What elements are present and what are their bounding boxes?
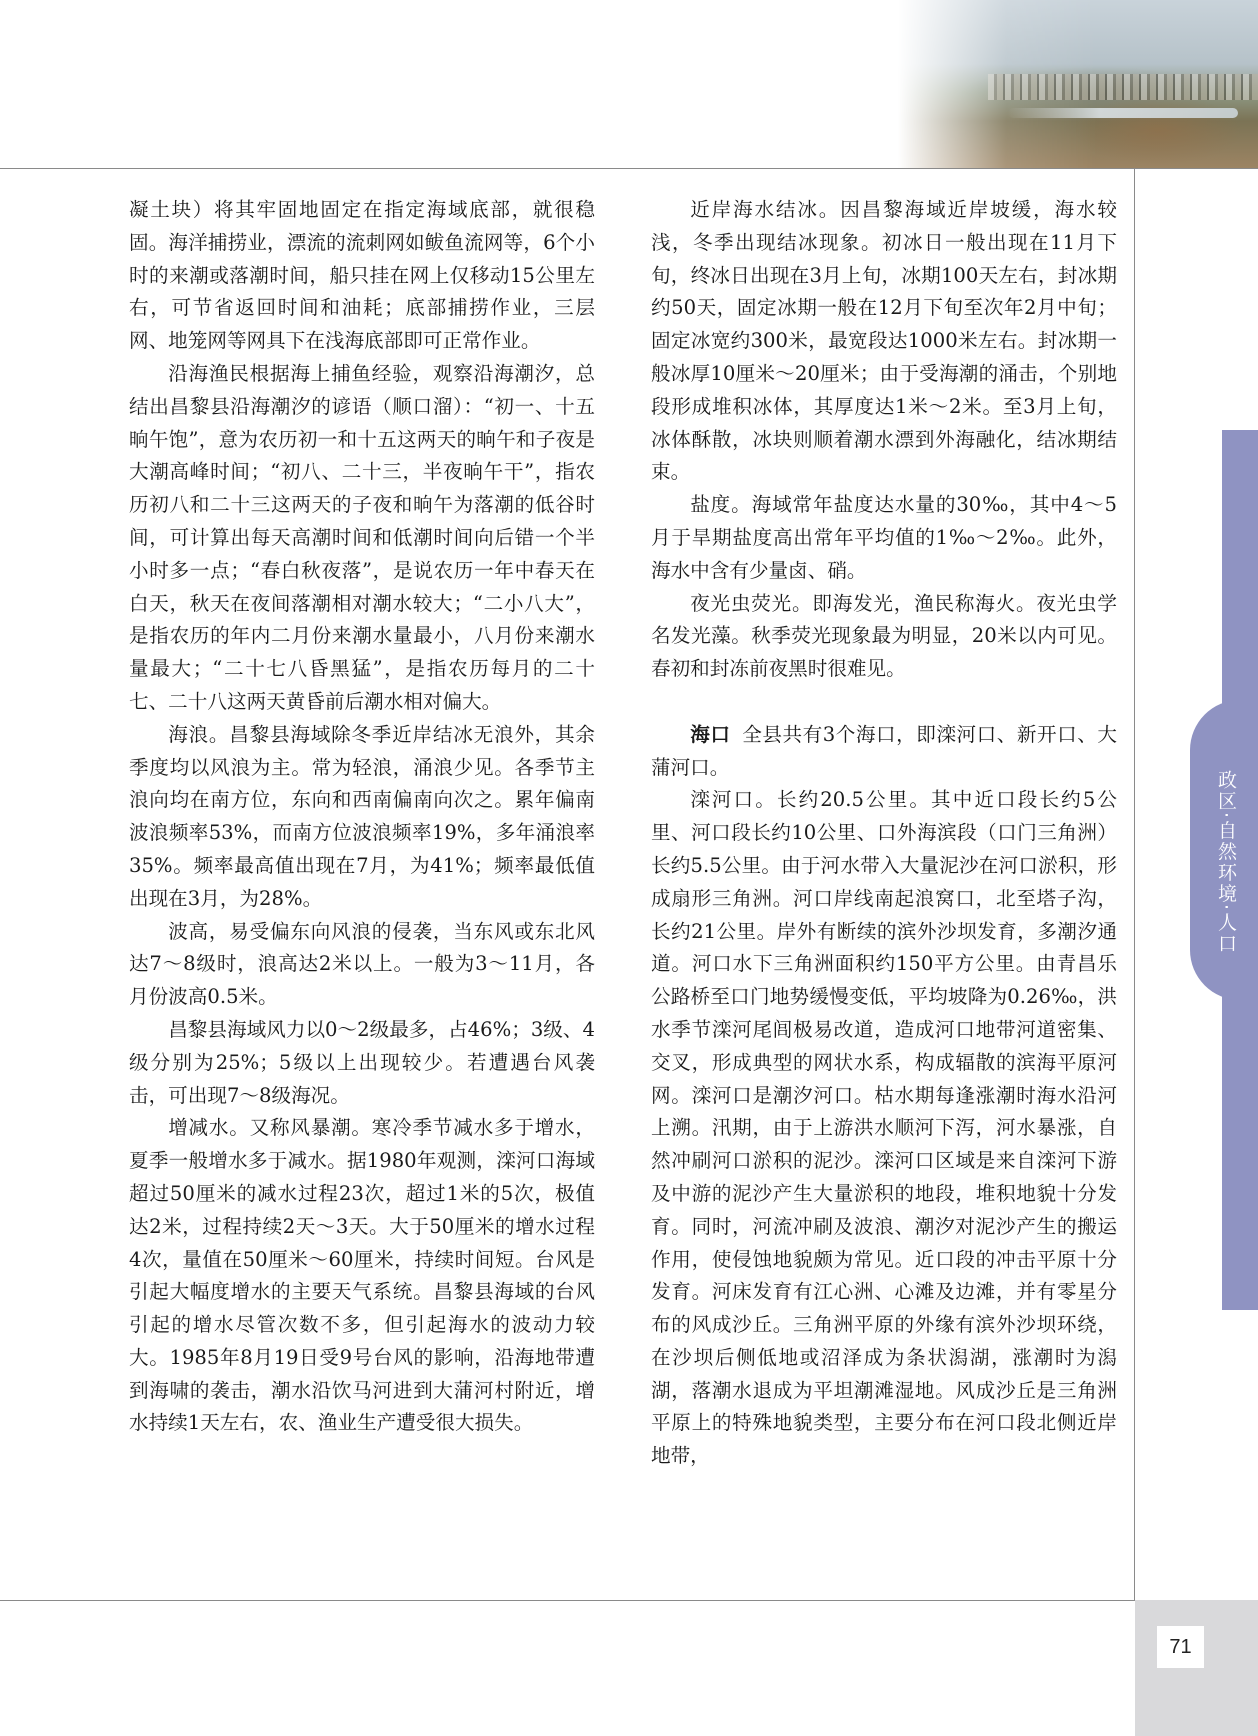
section-estuaries — [651, 719, 1117, 785]
section-heading: 海口 — [690, 722, 731, 746]
footer-gray-band — [1135, 1600, 1258, 1736]
left-paragraph-6: 增减水。又称风暴潮。寒冷季节减水多于增水，夏季一般增水多于减水。据1980年观测，滦河口海域超过50厘米的减水过程23次，超过1米的5次，极值达2米，过程持续2天～3天。大于50厘米的增水过程4次，量值在50厘米～60厘米，持续时间短。台风是引起大幅度增水的主要天气系统。昌黎县海域的台风引起的增水尽管次数不多，但引起海水的波动力较大。1985年8月19日受9号台风的影响，沿海地带遭到海啸的袭击，潮水沿饮马河进到大蒲河村附近，增水持续1天左右，农、渔业生产遭受很大损失。 — [129, 1116, 595, 1435]
left-paragraph-5: 昌黎县海域风力以0～2级最多，占46%；3级、4级分别为25%；5级以上出现较少。若遭遇台风袭击，可出现7～8级海况。 — [129, 1017, 595, 1107]
right-paragraph-salinity: 盐度。海域常年盐度达水量的30‰，其中4～5月于旱期盐度高出常年平均值的1‰～2‰。此外，海水中含有少量卤、硝。 — [651, 493, 1117, 582]
left-column — [129, 194, 595, 1440]
left-paragraph-1: 凝土块）将其牢固地固定在指定海域底部，就很稳固。海洋捕捞业，漂流的流刺网如鲅鱼流网等，6个小时的来潮或落潮时间，船只挂在网上仅移动15公里左右，可节省返回时间和油耗；底部捕捞作业，三层网、地笼网等网具下在浅海底部即可正常作业。 — [129, 198, 595, 353]
section-intro: 全县共有3个海口，即滦河口、新开口、大蒲河口。 — [651, 722, 1118, 779]
page-number: 71 — [1157, 1626, 1204, 1668]
chapter-label: 政区·自然环境·人口 — [1215, 770, 1237, 955]
photo-river — [1008, 108, 1238, 118]
right-column — [651, 194, 1117, 1473]
top-rule — [0, 168, 1258, 169]
left-paragraph-4: 波高，易受偏东向风浪的侵袭，当东风或东北风达7～8级时，浪高达2米以上。一般为3～11月，各月份波高0.5米。 — [129, 919, 595, 1009]
right-paragraph-ice: 近岸海水结冰。因昌黎海域近岸坡缓，海水较浅，冬季出现结冰现象。初冰日一般出现在11月下旬，终冰日出现在3月上旬，冰期100天左右，封冰期约50天，固定冰期一般在12月下旬至次年2月中旬；固定冰宽约300米，最宽段达1000米左右。封冰期一般冰厚10厘米～20厘米；由于受海潮的涌击，个别地段形成堆积冰体，其厚度达1米～2米。至3月上旬，冰体酥散，冰块则顺着潮水漂到外海融化，结冰期结束。 — [651, 198, 1117, 484]
right-paragraph-noctiluca: 夜光虫荧光。即海发光，渔民称海火。夜光虫学名发光藻。秋季荧光现象最为明显，20米以内可见。春初和封冻前夜黑时很难见。 — [651, 591, 1117, 681]
left-paragraph-2: 沿海渔民根据海上捕鱼经验，观察沿海潮汐，总结出昌黎县沿海潮汐的谚语（顺口溜）：“初一、十五晌午饱”，意为农历初一和十五这两天的晌午和子夜是大潮高峰时间；“初八、二十三，半夜晌午干”，指农历初八和二十三这两天的子夜和晌午为落潮的低谷时间，可计算出每天高潮时间和低潮时间向后错一个半小时多一点；“春白秋夜落”，是说农历一年中春天在白天，秋天在夜间落潮相对潮水较大；“二小八大”，是指农历的年内二月份来潮水量最小，八月份来潮水量最大；“二十七八昏黑猛”，是指农历每月的二十七、二十八这两天黄昏前后潮水相对偏大。 — [129, 361, 595, 713]
header-landscape-photo — [898, 0, 1258, 168]
right-paragraph-luanhe: 滦河口。长约20.5公里。其中近口段长约5公里、河口段长约10公里、口外海滨段（口门三角洲）长约5.5公里。由于河水带入大量泥沙在河口淤积，形成扇形三角洲。河口岸线南起浪窝口，北至塔子沟，长约21公里。岸外有断续的滨外沙坝发育，多潮汐通道。河口水下三角洲面积约150平方公里。由青昌乐公路桥至口门地势缓慢变低，平均坡降为0.26‰，洪水季节滦河尾闾极易改道，造成河口地带河道密集、交叉，形成典型的网状水系，构成辐散的滨海平原河网。滦河口是潮汐河口。枯水期每逢涨潮时海水沿河上溯。汛期，由于上游洪水顺河下泻，河水暴涨，自然冲刷河口淤积的泥沙。滦河口区域是来自滦河下游及中游的泥沙产生大量淤积的地段，堆积地貌十分发育。同时，河流冲刷及波浪、潮汐对泥沙产生的搬运作用，使侵蚀地貌颇为常见。近口段的冲击平原十分发育。河床发育有江心洲、心滩及边滩，并有零星分布的风成沙丘。三角洲平原的外缘有滨外沙坝环绕，在沙坝后侧低地或沼泽成为条状潟湖，涨潮时为潟湖，落潮水退成为平坦潮滩湿地。风成沙丘是三角洲平原上的特殊地貌类型，主要分布在河口段北侧近岸地带， — [651, 788, 1117, 1468]
right-rule — [1134, 168, 1135, 1600]
bottom-rule — [0, 1600, 1135, 1601]
photo-town-band — [988, 74, 1258, 100]
left-paragraph-3: 海浪。昌黎县海域除冬季近岸结冰无浪外，其余季度均以风浪为主。常为轻浪，涌浪少见。各季节主浪向均在南方位，东向和西南偏南向次之。累年偏南波浪频率53%，而南方位波浪频率19%，多年涌浪率35%。频率最高值出现在7月，为41%；频率最低值出现在3月，为28%。 — [129, 722, 595, 910]
